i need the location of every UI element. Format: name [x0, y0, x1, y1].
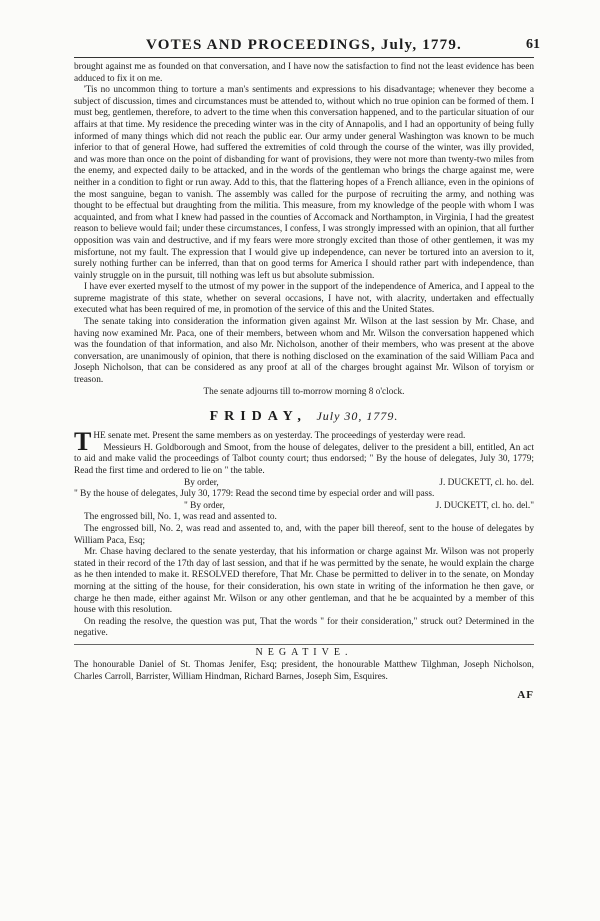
paragraph-second-reading: " By the house of delegates, July 30, 1779: Read the second time by especial order and will pass. [74, 489, 435, 500]
senate-met-text: HE senate met. Present the same members as on yesterday. The proceedings of yesterday were read. [93, 431, 466, 442]
paragraph-torture: 'Tis no uncommon thing to torture a man's sentiments and expressions to his disadvantage; whenever they become a subject of discussion, times and circumstances must be attended to, without which no true opinion can be formed of them. I must beg, gentlemen, therefore, to advert to the time when this conversation happened, and to the particular situation of our affairs at that time. My residence the preceding winter was in the city of Annapolis, and I had an opportunity of being fully informed of many things which did not reach the public ear. Our army under general Washington was known to be much inferior to that of general Howe, had suffered the extremities of cold through the course of the winter, was illy provided, and was more than once on the point of disbanding for want of provisions, they were not more than twenty-two miles from the enemy, and expected daily to be attacked, and in the words of the gentleman who brings the charge against me, were neither in a condition to fight or run away. Add to this, that the flattering hopes of a French alliance, even in the opinions of the most sanguine, began to vanish. The assembly was called for the purpose of recruiting the army, and nothing was thought to be effectual but draughting from the militia. This measure, from my knowledge of the people with whom I was acquainted, and from what I knew had passed in the counties of Accomack and Northampton, in Virginia, I had the greatest reason to believe would fail; under these circumstances, I confess, I was strongly impressed with an opinion, that all further opposition was vain and destructive, and if my fears were more strongly excited than those of other gentlemen, it was my misfortune, not my fault. The expression that I would give up independence, can never be tortured into an aversion to it, surely nothing further can be inferred, than that on good terms for America I should rather part with independence, than vainly struggle on in the pursuit, till nothing was left us but absolute submission. [74, 85, 534, 281]
paragraph-senate-met [74, 427, 534, 457]
paragraph-continuation: brought against me as founded on that conversation, and I have now the satisfaction to find not the least evidence has been adduced to fix it on me. [74, 62, 534, 84]
signoff-1 [74, 478, 534, 490]
day-heading [74, 408, 534, 425]
clerk-signature: J. DUCKETT, cl. ho. del. [439, 477, 534, 488]
day-date: July 30, 1779. [316, 409, 399, 424]
page-title: VOTES AND PROCEEDINGS, July, 1779. [146, 37, 462, 53]
by-order-label: By order, [184, 477, 219, 488]
catchword: AF [517, 689, 534, 702]
paragraph-messieurs: Messieurs H. Goldborough and Smoot, from the house of delegates, deliver to the president a bill, entitled, An act to aid and make valid the proceedings of Talbot county court; thus endorsed; " By the house of delegates, July 30, 1779; Read the first time and ordered to lie on " the table. [74, 442, 534, 476]
paragraph-appeal: I have ever exerted myself to the utmost of my power in the support of the independence of America, and I appeal to the supreme magistrate of this state, whether on several occasions, I have not, with alacrity, undertaken and effectually executed what has been required of me, in promotion of the service of this and the United States. [74, 282, 534, 316]
day-name: FRIDAY, [209, 409, 307, 425]
page-number: 61 [526, 37, 540, 52]
paragraph-question: On reading the resolve, the question was put, That the words " for their consideration," struck out? Determined in the negative. [74, 616, 534, 639]
adjournment-line: The senate adjourns till to-morrow morning 8 o'clock. [203, 386, 405, 397]
header-rule [74, 57, 534, 58]
running-head [74, 36, 540, 54]
signoff-2 [74, 501, 534, 513]
paragraph-chase-resolution: Mr. Chase having declared to the senate yesterday, that his information or charge against Mr. Wilson was not properly stated in their record of the 17th day of last session, and that if he was permitted by the senate, he would explain the charge as he then intended to make it. RESOLVED therefore, That Mr. Chase be permitted to deliver in to the senate, on Monday morning at the sitting of the house, for their consideration, his own state in writing of the information he then gave, or charge he then made, either against Mr. Wilson or any other gentleman, and that he be acquainted by a member of this house with this resolution. [74, 547, 534, 616]
paragraph-senate-opinion: The senate taking into consideration the information given against Mr. Wilson at the last session by Mr. Chase, and having now examined Mr. Paca, one of their members, between whom and Mr. Wilson the conversation happened which was the foundation of that information, and also Mr. Nicholson, another of their members, who was present at the above conversation, are unanimously of opinion, that there is nothing disclosed on the examination of the said William Paca and Joseph Nicholson, that can be considered as any proof at all of the charges brought against Mr. Wilson of toryism or treason. [74, 317, 534, 386]
paragraph-bill-2: The engrossed bill, No. 2, was read and assented to, and, with the paper bill thereof, sent to the house of delegates by William Paca, Esq; [74, 523, 534, 546]
paragraph-negative-names: The honourable Daniel of St. Thomas Jenifer, Esq; president, the honourable Matthew Tilghman, Joseph Nicholson, Charles Carroll, Barrister, William Hindman, Richard Barnes, Joseph Sim, Esquires. [74, 659, 534, 682]
by-order-label: " By order, [184, 500, 225, 511]
clerk-signature: J. DUCKETT, cl. ho. del." [435, 500, 534, 511]
negative-heading: NEGATIVE. [74, 644, 534, 658]
drop-cap: T [74, 427, 92, 457]
paragraph-bill-1: The engrossed bill, No. 1, was read and assented to. [84, 512, 277, 523]
